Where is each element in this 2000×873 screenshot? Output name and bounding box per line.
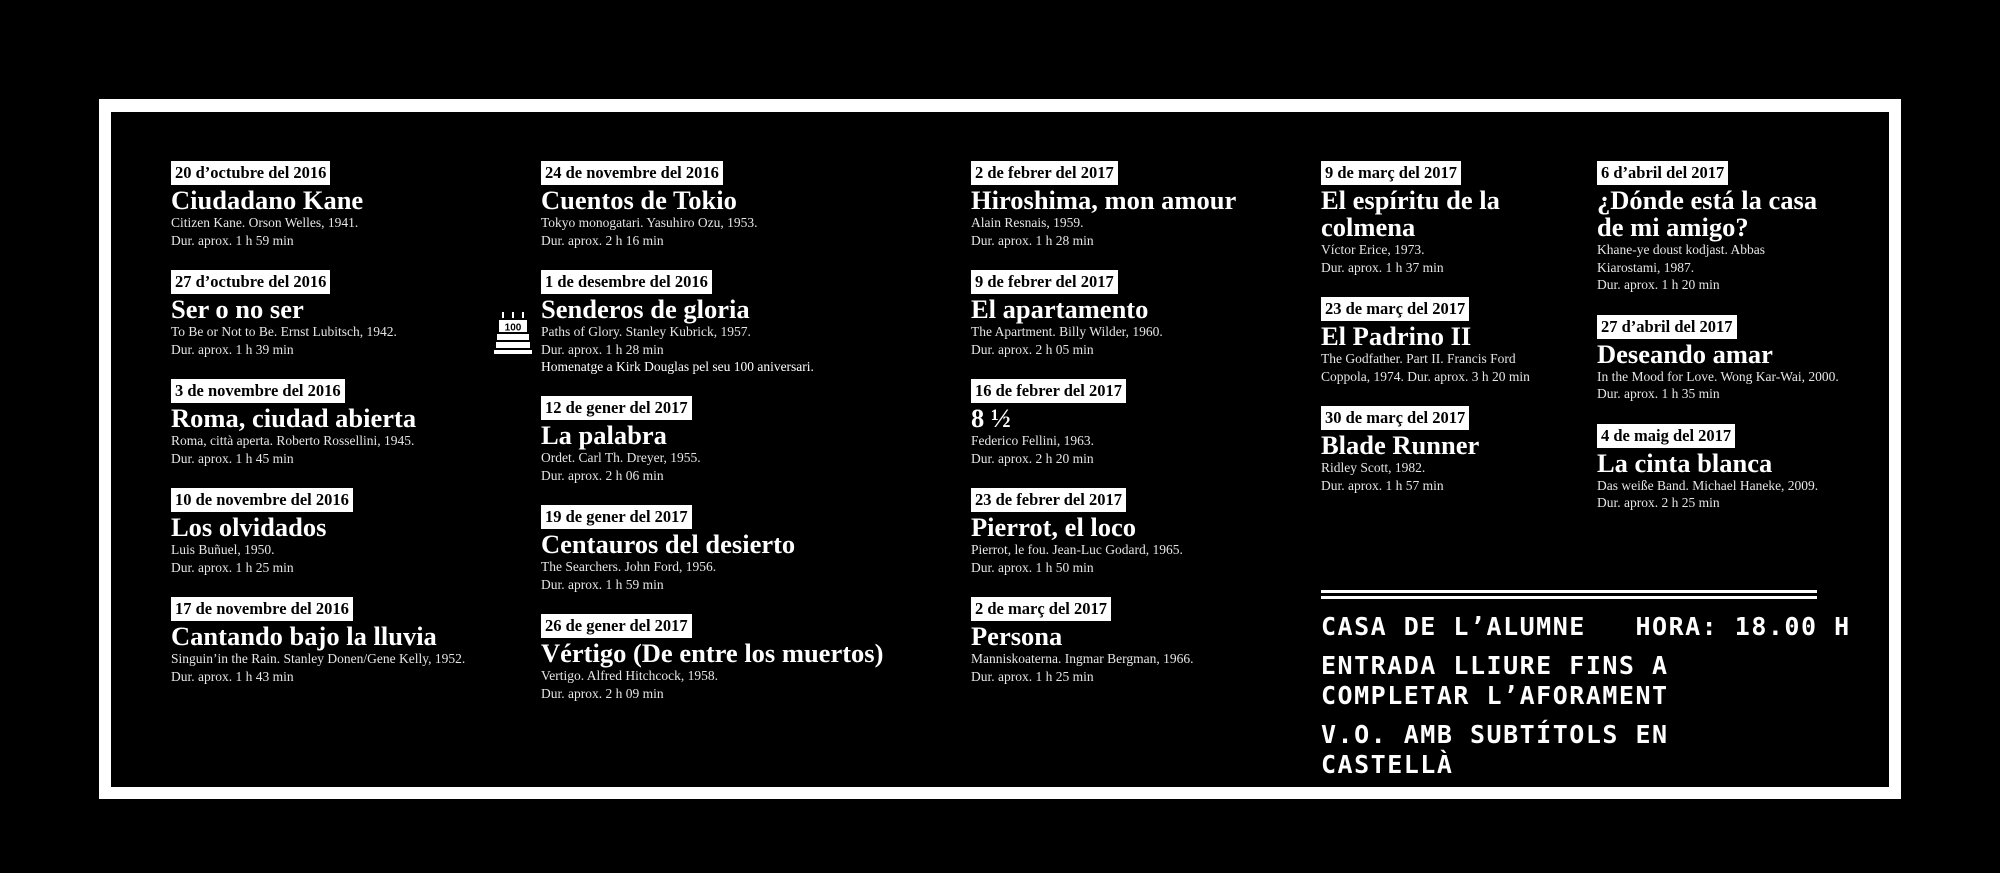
film-details xyxy=(171,323,511,358)
film-credits: Pierrot, le fou. Jean-Luc Godard, 1965. xyxy=(971,542,1183,557)
screening-date: 2 de febrer del 2017 xyxy=(971,161,1118,185)
film-duration: Dur. aprox. 2 h 20 min xyxy=(971,450,1094,466)
film-entry xyxy=(1321,297,1561,385)
film-credits: Luis Buñuel, 1950. xyxy=(171,542,275,557)
film-details xyxy=(541,214,941,249)
film-credits: The Apartment. Billy Wilder, 1960. xyxy=(971,324,1163,339)
film-duration: Dur. aprox. 1 h 25 min xyxy=(971,668,1094,684)
screening-date: 12 de gener del 2017 xyxy=(541,396,692,420)
double-rule-divider xyxy=(1321,590,1817,602)
film-details xyxy=(171,650,511,685)
film-duration: Dur. aprox. 1 h 43 min xyxy=(171,668,294,684)
divider-line xyxy=(1321,596,1817,599)
film-entry xyxy=(171,379,511,467)
film-details xyxy=(971,214,1291,249)
film-title: Ser o no ser xyxy=(171,294,304,324)
schedule-column-3 xyxy=(971,161,1291,685)
film-credits: Citizen Kane. Orson Welles, 1941. xyxy=(171,215,359,230)
film-title: Vértigo (De entre los muertos) xyxy=(541,638,884,668)
subtitles-line: V.O. AMB SUBTÍTOLS EN CASTELLÀ xyxy=(1321,720,1669,779)
venue-info xyxy=(1321,612,1851,780)
film-details xyxy=(541,667,941,702)
film-details xyxy=(541,558,941,593)
film-credits: Paths of Glory. Stanley Kubrick, 1957. xyxy=(541,324,751,339)
screening-date: 23 de març del 2017 xyxy=(1321,297,1469,321)
film-duration: Dur. aprox. 2 h 06 min xyxy=(541,467,664,483)
film-details xyxy=(1597,241,1797,294)
film-entry xyxy=(171,488,511,576)
film-entry xyxy=(1597,424,1847,512)
film-details xyxy=(1321,350,1549,385)
film-details xyxy=(971,541,1291,576)
tribute-note: Homenatge a Kirk Douglas pel seu 100 aniversari. xyxy=(541,359,814,374)
screening-date: 9 de març del 2017 xyxy=(1321,161,1461,185)
film-duration: Dur. aprox. 1 h 28 min xyxy=(541,341,664,357)
film-title: Centauros del desierto xyxy=(541,529,796,559)
film-credits: The Searchers. John Ford, 1956. xyxy=(541,559,717,574)
film-duration: Dur. aprox. 2 h 25 min xyxy=(1597,495,1720,510)
film-duration: Dur. aprox. 1 h 59 min xyxy=(171,232,294,248)
film-credits: In the Mood for Love. Wong Kar-Wai, 2000. xyxy=(1597,368,1839,384)
schedule-column-2 xyxy=(504,161,941,702)
film-entry xyxy=(971,488,1291,576)
screening-date: 19 de gener del 2017 xyxy=(541,505,692,529)
film-credits: Federico Fellini, 1963. xyxy=(971,433,1094,448)
film-entry xyxy=(971,597,1291,685)
capacity-line: COMPLETAR L’AFORAMENT xyxy=(1321,681,1669,710)
film-entry xyxy=(971,270,1291,358)
film-title: Cuentos de Tokio xyxy=(541,185,737,215)
film-credits: Manniskoaterna. Ingmar Bergman, 1966. xyxy=(971,651,1194,666)
screening-date: 3 de novembre del 2016 xyxy=(171,379,345,403)
film-entry xyxy=(1597,161,1847,294)
film-title: Ciudadano Kane xyxy=(171,185,364,215)
film-title: El espíritu de la colmena xyxy=(1321,185,1500,242)
screening-date: 17 de novembre del 2016 xyxy=(171,597,353,621)
film-details xyxy=(971,323,1291,358)
free-entry-line: ENTRADA LLIURE FINS A xyxy=(1321,651,1669,680)
screening-date: 30 de març del 2017 xyxy=(1321,406,1469,430)
film-details xyxy=(171,432,511,467)
film-title: Roma, ciudad abierta xyxy=(171,403,417,433)
screening-date: 23 de febrer del 2017 xyxy=(971,488,1126,512)
film-duration: Dur. aprox. 1 h 45 min xyxy=(171,450,294,466)
film-entry xyxy=(541,161,941,249)
screening-date: 27 d’abril del 2017 xyxy=(1597,315,1737,339)
film-title: Pierrot, el loco xyxy=(971,512,1137,542)
film-entry xyxy=(1597,315,1847,403)
film-entry xyxy=(1321,406,1561,494)
film-details xyxy=(971,432,1291,467)
film-title: 8 ½ xyxy=(971,403,1011,433)
film-details xyxy=(1597,477,1847,512)
film-duration: Dur. aprox. 1 h 28 min xyxy=(971,232,1094,248)
film-title: Senderos de gloria xyxy=(541,294,750,324)
schedule-column-5 xyxy=(1597,161,1847,512)
film-details xyxy=(971,650,1291,685)
screening-date: 27 d’octubre del 2016 xyxy=(171,270,330,294)
film-title: Cantando bajo la lluvia xyxy=(171,621,437,651)
film-entry xyxy=(171,270,511,358)
film-entry xyxy=(171,597,511,685)
film-duration: Dur. aprox. 1 h 57 min xyxy=(1321,477,1444,493)
film-entry xyxy=(971,161,1291,249)
screening-date: 2 de març del 2017 xyxy=(971,597,1111,621)
screening-date: 6 d’abril del 2017 xyxy=(1597,161,1728,185)
film-duration: Dur. aprox. 1 h 59 min xyxy=(541,576,664,592)
screening-date: 9 de febrer del 2017 xyxy=(971,270,1118,294)
film-entry xyxy=(504,270,941,375)
film-details xyxy=(1321,459,1561,494)
film-credits: Roma, città aperta. Roberto Rossellini, 1945. xyxy=(171,433,415,448)
film-title: ¿Dónde está la casa de mi amigo? xyxy=(1597,185,1818,242)
screening-date: 10 de novembre del 2016 xyxy=(171,488,353,512)
schedule-column-1 xyxy=(171,161,511,685)
film-credits: Das weiße Band. Michael Haneke, 2009. xyxy=(1597,477,1819,493)
film-credits: Alain Resnais, 1959. xyxy=(971,215,1084,230)
screening-date: 24 de novembre del 2016 xyxy=(541,161,723,185)
film-entry xyxy=(541,396,941,484)
film-credits: Vertigo. Alfred Hitchcock, 1958. xyxy=(541,668,718,683)
film-title: La palabra xyxy=(541,420,667,450)
venue-and-time: CASA DE L’ALUMNE HORA: 18.00 H xyxy=(1321,612,1851,641)
film-duration: Dur. aprox. 2 h 16 min xyxy=(541,232,664,248)
screening-date: 4 de maig del 2017 xyxy=(1597,424,1735,448)
film-duration: Dur. aprox. 1 h 20 min xyxy=(1597,277,1720,292)
film-credits: To Be or Not to Be. Ernst Lubitsch, 1942. xyxy=(171,324,397,339)
film-credits: Khane-ye doust kodjast. Abbas Kiarostami, 1987. xyxy=(1597,242,1765,275)
film-duration: Dur. aprox. 1 h 35 min xyxy=(1597,386,1720,401)
film-duration: Dur. aprox. 2 h 09 min xyxy=(541,685,664,701)
film-credits: Singuin’in the Rain. Stanley Donen/Gene Kelly, 1952. xyxy=(171,651,466,666)
film-duration: Dur. aprox. 1 h 25 min xyxy=(171,559,294,575)
film-entry xyxy=(1321,161,1561,276)
film-entry xyxy=(971,379,1291,467)
screening-date: 20 d’octubre del 2016 xyxy=(171,161,330,185)
film-credits: Tokyo monogatari. Yasuhiro Ozu, 1953. xyxy=(541,215,758,230)
film-entry xyxy=(541,505,941,593)
film-details xyxy=(171,214,511,249)
film-details xyxy=(1321,241,1561,276)
film-duration: Dur. aprox. 2 h 05 min xyxy=(971,341,1094,357)
film-details xyxy=(541,323,941,358)
schedule-column-4 xyxy=(1321,161,1561,494)
screening-date: 26 de gener del 2017 xyxy=(541,614,692,638)
film-credits: Víctor Erice, 1973. xyxy=(1321,242,1425,257)
film-title: Los olvidados xyxy=(171,512,327,542)
film-credits: Ordet. Carl Th. Dreyer, 1955. xyxy=(541,450,701,465)
film-duration: Dur. aprox. 1 h 50 min xyxy=(971,559,1094,575)
film-entry xyxy=(541,614,941,702)
film-details xyxy=(1597,368,1847,403)
film-credits: Ridley Scott, 1982. xyxy=(1321,460,1426,475)
divider-line xyxy=(1321,590,1817,593)
film-entry xyxy=(171,161,511,249)
birthday-cake-icon xyxy=(494,310,532,356)
film-title: Blade Runner xyxy=(1321,430,1480,460)
film-title: La cinta blanca xyxy=(1597,447,1773,478)
film-details xyxy=(541,449,941,484)
film-duration: Dur. aprox. 1 h 39 min xyxy=(171,341,294,357)
film-title: El Padrino II xyxy=(1321,321,1472,351)
screening-date: 16 de febrer del 2017 xyxy=(971,379,1126,403)
cake-number: 100 xyxy=(504,322,522,334)
film-duration: Dur. aprox. 1 h 37 min xyxy=(1321,259,1444,275)
film-title: Persona xyxy=(971,621,1063,651)
film-credits: The Godfather. Part II. Francis Ford Coppola, 1974. Dur. aprox. 3 h 20 min xyxy=(1321,351,1530,384)
film-title: El apartamento xyxy=(971,294,1149,324)
film-title: Deseando amar xyxy=(1597,338,1773,369)
screening-date: 1 de desembre del 2016 xyxy=(541,270,712,294)
film-title: Hiroshima, mon amour xyxy=(971,185,1237,215)
film-details xyxy=(171,541,511,576)
